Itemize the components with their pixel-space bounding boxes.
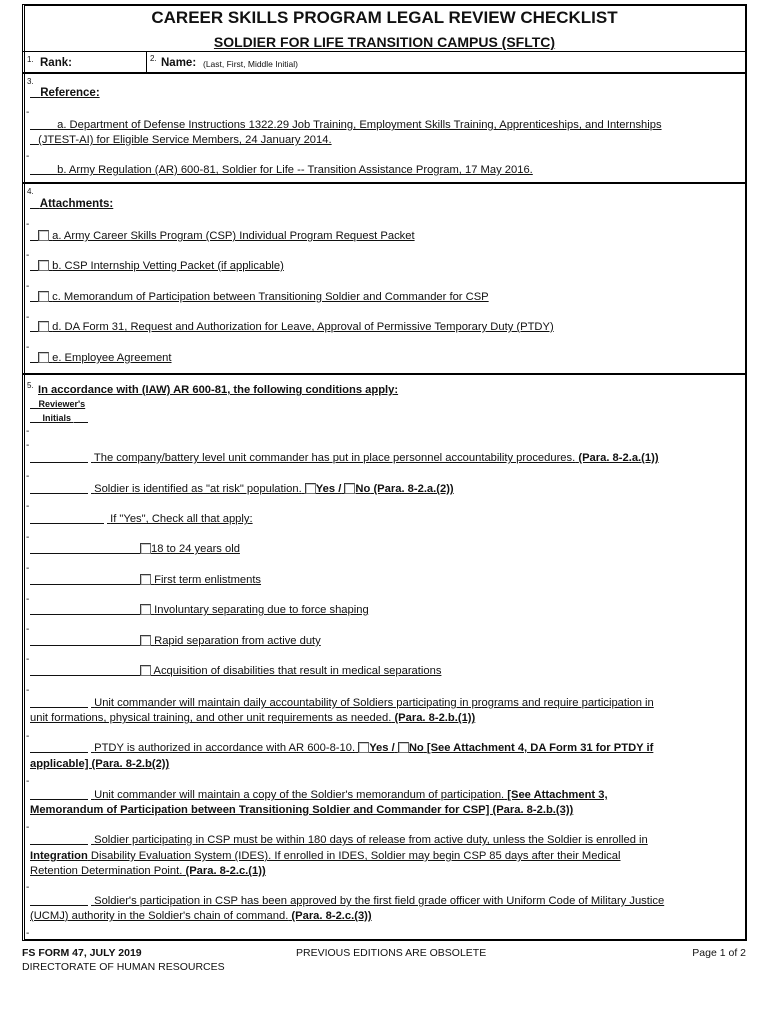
page-number: Page 1 of 2 (692, 947, 746, 959)
dash-mark: - (26, 882, 30, 893)
attachment-a-label: a. Army Career Skills Program (CSP) Individual Program Request Packet (52, 230, 415, 242)
condition-3-line2 (30, 711, 475, 725)
at-risk-yes-checkbox[interactable] (305, 483, 316, 494)
attachment-c-checkbox[interactable] (38, 291, 49, 302)
initials-field[interactable] (30, 904, 88, 906)
directorate: DIRECTORATE OF HUMAN RESOURCES (22, 961, 225, 973)
indent-line (30, 583, 140, 585)
initials-label (30, 413, 88, 424)
dash-mark: - (26, 654, 30, 665)
obsolete-notice: PREVIOUS EDITIONS ARE OBSOLETE (296, 947, 487, 959)
condition-2-ref: (Para. 8-2.a.(2)) (373, 483, 454, 495)
underline-lead (30, 207, 37, 209)
at-risk-option-label: First term enlistments (154, 574, 262, 586)
no-label: No (408, 742, 424, 754)
underline-trail (74, 421, 88, 423)
dash-mark: - (26, 685, 30, 696)
dash-mark: - (26, 151, 30, 162)
at-risk-option (30, 664, 441, 678)
section-4-number: 4. (27, 187, 34, 196)
at-risk-option (30, 603, 369, 617)
at-risk-prompt-text: If "Yes", Check all that apply: (110, 513, 253, 525)
dash-mark: - (26, 928, 30, 939)
attachments-heading-text: Attachments: (39, 198, 114, 210)
underline-lead (30, 421, 40, 423)
form-subtitle-text: SOLDIER FOR LIFE TRANSITION CAMPUS (SFLTC) (213, 34, 556, 50)
at-risk-option (30, 573, 261, 587)
at-risk-option-checkbox[interactable] (140, 574, 151, 585)
dash-mark: - (26, 594, 30, 605)
dash-mark: - (26, 532, 30, 543)
dash-mark: - (26, 501, 30, 512)
name-number: 2. (150, 54, 157, 63)
dash-mark: - (26, 426, 30, 437)
dash-mark: - (26, 312, 30, 323)
condition-6-bold: Integration (30, 850, 88, 862)
dash-mark: - (26, 281, 30, 292)
indent-line (30, 644, 140, 646)
rank-label: Rank: (40, 57, 72, 69)
attachment-a-checkbox[interactable] (38, 230, 49, 241)
references-heading (30, 87, 100, 100)
at-risk-option-label: Acquisition of disabilities that result in medical separations (153, 665, 442, 677)
underline-lead (30, 269, 38, 271)
attachment-e-label: e. Employee Agreement (52, 352, 172, 364)
attachment-d-label: d. DA Form 31, Request and Authorization for Leave, Approval of Permissive Temporary Duty (PTDY) (52, 321, 554, 333)
reference-a-line1 (30, 118, 662, 132)
reference-a-text-2: (JTEST-AI) for Eligible Service Members, 24 January 2014. (38, 134, 332, 146)
underline-lead (30, 361, 38, 363)
name-label: Name: (161, 57, 197, 69)
indent-line (30, 613, 140, 615)
reference-b-text: b. Army Regulation (AR) 600-81, Soldier for Life -- Transition Assistance Program, 17 May 2016. (57, 164, 533, 176)
condition-6-text-2: Disability Evaluation System (IDES). If enrolled in IDES, Soldier may begin CSP 85 days after their Medical (90, 850, 621, 862)
condition-2-text: Soldier is identified as "at risk" population. (94, 483, 302, 495)
condition-5-text: Unit commander will maintain a copy of the Soldier's memorandum of participation. (94, 789, 505, 801)
reference-a-line2 (30, 133, 332, 147)
dash-mark: - (26, 342, 30, 353)
dash-mark: - (26, 563, 30, 574)
underline-lead (30, 143, 35, 145)
condition-7-text-2: (UCMJ) authority in the Soldier's chain of command. (30, 910, 289, 922)
underline-lead (30, 300, 38, 302)
at-risk-prompt (30, 512, 253, 526)
attachment-c (30, 290, 489, 304)
attachment-c-label: c. Memorandum of Participation between Transitioning Soldier and Commander for CSP (52, 291, 489, 303)
section-5-number: 5. (27, 381, 34, 390)
underline-lead (30, 128, 54, 130)
condition-7-line2 (30, 909, 372, 923)
underline-lead (30, 407, 36, 409)
at-risk-option-checkbox[interactable] (140, 543, 151, 554)
section-divider (22, 373, 747, 375)
dash-mark: - (26, 471, 30, 482)
at-risk-option (30, 634, 321, 648)
condition-3-text-2: unit formations, physical training, and other unit requirements as needed. (30, 712, 392, 724)
reviewer-label (30, 399, 85, 410)
at-risk-option-label: Involuntary separating due to force shaping (154, 604, 369, 616)
underline-lead (30, 96, 37, 98)
condition-6-line1 (30, 833, 648, 847)
condition-6-line2 (30, 849, 621, 863)
form-id: FS FORM 47, JULY 2019 (22, 947, 142, 959)
dash-mark: - (26, 219, 30, 230)
at-risk-option-checkbox[interactable] (140, 604, 151, 615)
condition-4-text: PTDY is authorized in accordance with AR 600-8-10. (94, 742, 356, 754)
initials-label-text: Initials (42, 413, 72, 423)
condition-3-line1 (30, 696, 654, 710)
at-risk-option-checkbox[interactable] (140, 635, 151, 646)
dash-mark: - (26, 822, 30, 833)
condition-4-line1 (30, 741, 653, 755)
condition-5-line2: Memorandum of Participation between Transitioning Soldier and Commander for CSP] (Para. 8-2.b.(3)) (30, 804, 574, 816)
reviewer-label-text: Reviewer's (38, 399, 86, 409)
condition-7-text: Soldier's participation in CSP has been approved by the first field grade officer with Uniform Code of Military Justice (94, 895, 665, 907)
reference-a-text: a. Department of Defense Instructions 1322.29 Job Training, Employment Skills Training, Apprenticeships, and Internships (57, 119, 662, 131)
initials-field[interactable] (30, 798, 88, 800)
at-risk-option (30, 542, 240, 556)
condition-4-line2: applicable] (Para. 8-2.b(2)) (30, 758, 170, 770)
condition-3-text: Unit commander will maintain daily accountability of Soldiers participating in programs and require participation in (94, 697, 654, 709)
condition-5-note: [See Attachment 3, (507, 789, 608, 801)
attachment-e-checkbox[interactable] (38, 352, 49, 363)
at-risk-no-checkbox[interactable] (344, 483, 355, 494)
condition-1-text: The company/battery level unit commander has put in place personnel accountability procedures. (93, 452, 576, 464)
indent-line (30, 552, 140, 554)
ptdy-yes-checkbox[interactable] (358, 742, 369, 753)
indent-line (30, 674, 140, 676)
underline-lead (30, 173, 54, 175)
attachments-heading (30, 198, 113, 211)
conditions-heading: In accordance with (IAW) AR 600-81, the following conditions apply: (38, 384, 399, 396)
section-3-number: 3. (27, 77, 34, 86)
condition-6-text: Soldier participating in CSP must be within 180 days of release from active duty, unless the Soldier is enrolled in (94, 834, 648, 846)
condition-1-ref: (Para. 8-2.a.(1)) (578, 452, 659, 464)
condition-7-line1 (30, 894, 664, 908)
dash-mark: - (26, 731, 30, 742)
initials-field[interactable] (30, 461, 88, 463)
condition-7-ref: (Para. 8-2.c.(3)) (291, 910, 372, 922)
condition-6-text-3: Retention Determination Point. (30, 865, 183, 877)
attachment-d (30, 320, 554, 334)
form-subtitle (22, 34, 747, 50)
attachment-d-checkbox[interactable] (38, 321, 49, 332)
condition-6-ref: (Para. 8-2.c.(1)) (185, 865, 266, 877)
condition-1 (30, 451, 659, 465)
at-risk-option-label: Rapid separation from active duty (154, 635, 321, 647)
condition-3-ref: (Para. 8-2.b.(1)) (394, 712, 476, 724)
condition-4-note: [See Attachment 4, DA Form 31 for PTDY if (426, 742, 654, 754)
condition-6-line3 (30, 864, 266, 878)
initials-field[interactable] (30, 492, 88, 494)
section-divider (22, 72, 747, 74)
at-risk-option-label: 18 to 24 years old (151, 543, 240, 555)
form-title: CAREER SKILLS PROGRAM LEGAL REVIEW CHECKLIST (151, 8, 618, 27)
no-label: No (355, 483, 371, 495)
dash-mark: - (26, 624, 30, 635)
at-risk-option-checkbox[interactable] (140, 665, 151, 676)
yes-label: Yes / (315, 483, 342, 495)
initials-field[interactable] (30, 751, 88, 753)
condition-5-line1 (30, 788, 608, 802)
dash-mark: - (26, 250, 30, 261)
dash-mark: - (26, 440, 30, 451)
underline-lead (30, 330, 38, 332)
dash-mark: - (26, 107, 30, 118)
attachment-b-label: b. CSP Internship Vetting Packet (if applicable) (52, 260, 284, 272)
yes-label: Yes / (369, 742, 395, 754)
dash-mark: - (26, 776, 30, 787)
attachment-b-checkbox[interactable] (38, 260, 49, 271)
reference-b (30, 163, 533, 177)
indent-line (30, 522, 104, 524)
ptdy-no-checkbox[interactable] (398, 742, 409, 753)
initials-field[interactable] (30, 843, 88, 845)
attachment-e (30, 351, 172, 365)
section-divider (22, 182, 747, 184)
condition-2 (30, 482, 454, 496)
attachment-a (30, 229, 415, 243)
underline-lead (30, 239, 38, 241)
name-hint: (Last, First, Middle Initial) (203, 59, 298, 69)
rank-number: 1. (27, 55, 34, 64)
attachment-b (30, 259, 284, 273)
references-heading-text: Reference: (40, 87, 100, 99)
initials-field[interactable] (30, 706, 88, 708)
